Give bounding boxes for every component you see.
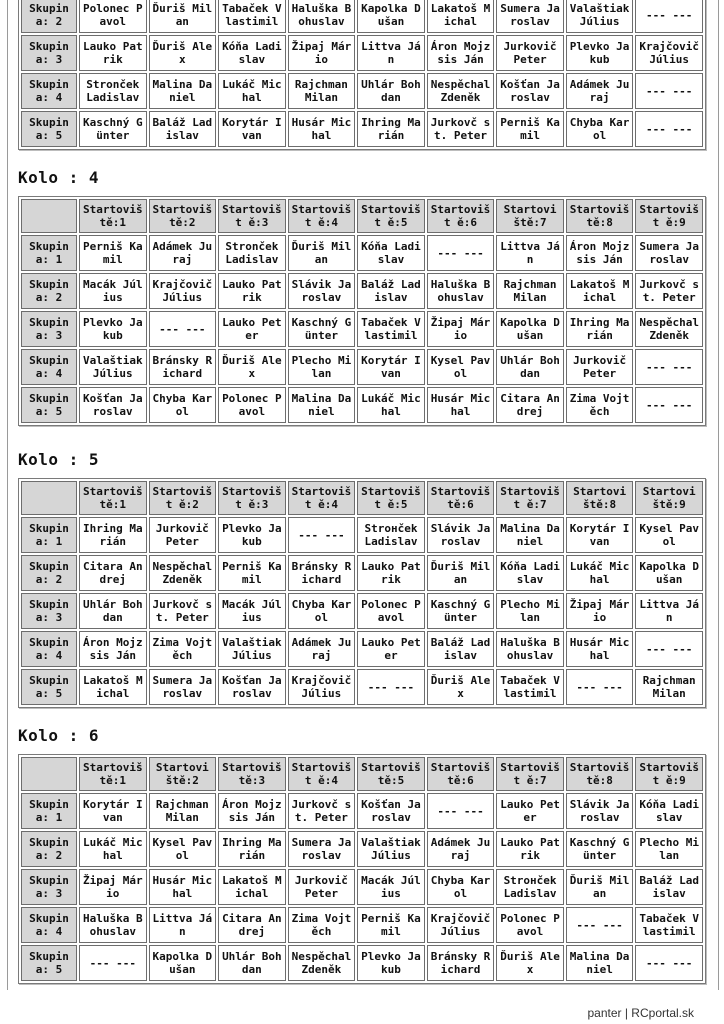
pilot-cell: Perniš Kamil	[357, 907, 425, 943]
pilot-cell: Littva Ján	[635, 593, 703, 629]
pilot-cell: --- ---	[288, 517, 356, 553]
station-header: Startovišt ě:3	[218, 199, 286, 233]
station-header: Startovišt ě:6	[427, 199, 495, 233]
table-row	[21, 311, 703, 347]
station-header: Startovišt ě:3	[218, 481, 286, 515]
group-label: Skupina: 1	[21, 793, 77, 829]
corner-cell	[21, 757, 77, 791]
station-header: Startovišt ě:2	[149, 481, 217, 515]
pilot-cell: Uhlár Bohdan	[79, 593, 147, 629]
pilot-cell: Uhlár Bohdan	[218, 945, 286, 981]
group-label: Skupina: 5	[21, 111, 77, 147]
pilot-cell: Uhlár Bohdan	[357, 73, 425, 109]
pilot-cell: Lauko Patrik	[357, 555, 425, 591]
pilot-cell: Haluška Bohuslav	[427, 273, 495, 309]
table-row	[21, 669, 703, 705]
pilot-cell: Nespěchal Zdeněk	[427, 73, 495, 109]
pilot-cell: Kóňa Ladislav	[218, 35, 286, 71]
station-header: Startoviš tě:5	[357, 757, 425, 791]
pilot-cell: --- ---	[427, 235, 495, 271]
pilot-cell: Strонček Ladislav	[496, 869, 564, 905]
pilot-cell: Sumera Jaroslav	[149, 669, 217, 705]
table-row	[21, 793, 703, 829]
pilot-cell: Polonec Pavol	[357, 593, 425, 629]
pilot-cell: Adámek Juraj	[288, 631, 356, 667]
pilot-cell: Áron Mojzsis Ján	[566, 235, 634, 271]
pilot-cell: Malina Daniel	[288, 387, 356, 423]
group-label: Skupina: 1	[21, 235, 77, 271]
pilot-cell: Perniš Kamil	[218, 555, 286, 591]
header-row	[21, 481, 703, 515]
pilot-cell: Baláž Ladislav	[357, 273, 425, 309]
pilot-cell: Malina Daniel	[566, 945, 634, 981]
pilot-cell: Macák Július	[79, 273, 147, 309]
table-row	[21, 273, 703, 309]
header-row	[21, 757, 703, 791]
pilot-cell: Valaštiak Július	[357, 831, 425, 867]
pilot-cell: --- ---	[149, 311, 217, 347]
pilot-cell: Uhlár Bohdan	[496, 349, 564, 385]
pilot-cell: Korytár Ivan	[218, 111, 286, 147]
table-row	[21, 349, 703, 385]
pilot-cell: Lukáč Michal	[566, 555, 634, 591]
pilot-cell: Lauko Patrik	[79, 35, 147, 71]
pilot-cell: Polonec Pavol	[79, 0, 147, 33]
pilot-cell: Krajčovič Július	[149, 273, 217, 309]
pilot-cell: --- ---	[566, 669, 634, 705]
pilot-cell: Košťan Jaroslav	[218, 669, 286, 705]
pilot-cell: Žipaj Mário	[427, 311, 495, 347]
pilot-cell: Valaštiak Július	[79, 349, 147, 385]
header-row	[21, 199, 703, 233]
pilot-cell: Kaschný Günter	[566, 831, 634, 867]
station-header: Startoviš tě:1	[79, 481, 147, 515]
station-header: Startoviš tě:6	[427, 481, 495, 515]
pilot-cell: Kysel Pavol	[635, 517, 703, 553]
table-row	[21, 869, 703, 905]
pilot-cell: Lakatoš Michal	[427, 0, 495, 33]
pilot-cell: Krajčovič Július	[635, 35, 703, 71]
pilot-cell: Lauko Patrik	[496, 831, 564, 867]
table-row	[21, 111, 703, 147]
group-label: Skupina: 2	[21, 0, 77, 33]
pilot-cell: Žipaj Mário	[288, 35, 356, 71]
pilot-cell: Citara Andrej	[496, 387, 564, 423]
pilot-cell: --- ---	[635, 111, 703, 147]
pilot-cell: Plecho Milan	[288, 349, 356, 385]
pilot-cell: Kapolka Dušan	[149, 945, 217, 981]
station-header: Startovišt ě:9	[635, 757, 703, 791]
group-label: Skupina: 3	[21, 593, 77, 629]
round-title: Kolo : 4	[18, 168, 100, 187]
pilot-cell: Áron Mojzsis Ján	[79, 631, 147, 667]
round-table-3	[18, 0, 706, 150]
pilot-cell: Žipaj Mário	[79, 869, 147, 905]
pilot-cell: --- ---	[635, 631, 703, 667]
pilot-cell: Haluška Bohuslav	[288, 0, 356, 33]
station-header: Startovišt ě:9	[635, 199, 703, 233]
pilot-cell: Lakatoš Michal	[79, 669, 147, 705]
pilot-cell: Chyba Karol	[427, 869, 495, 905]
pilot-cell: Kapolka Dušan	[635, 555, 703, 591]
table-row	[21, 35, 703, 71]
pilot-cell: --- ---	[79, 945, 147, 981]
pilot-cell: Kysel Pavol	[149, 831, 217, 867]
pilot-cell: Littva Ján	[357, 35, 425, 71]
pilot-cell: --- ---	[635, 0, 703, 33]
pilot-cell: Ďuriš Alex	[427, 669, 495, 705]
pilot-cell: Strонček Ladislav	[357, 517, 425, 553]
group-label: Skupina: 3	[21, 311, 77, 347]
pilot-cell: Kapolka Dušan	[357, 0, 425, 33]
pilot-cell: Zima Vojtěch	[288, 907, 356, 943]
pilot-cell: Chyba Karol	[566, 111, 634, 147]
station-header: Startovišt ě:5	[357, 481, 425, 515]
station-header: Startoviš tě:2	[149, 199, 217, 233]
pilot-cell: Košťan Jaroslav	[496, 73, 564, 109]
group-label: Skupina: 4	[21, 631, 77, 667]
round-table-6	[18, 754, 706, 984]
pilot-cell: Košťan Jaroslav	[357, 793, 425, 829]
table-row	[21, 831, 703, 867]
table-row	[21, 945, 703, 981]
table-row	[21, 387, 703, 423]
pilot-cell: Ďuriš Milan	[149, 0, 217, 33]
pilot-cell: Nespěchal Zdeněk	[149, 555, 217, 591]
pilot-cell: --- ---	[635, 73, 703, 109]
pilot-cell: Stronček Ladislav	[218, 235, 286, 271]
station-header: Startovi ště:9	[635, 481, 703, 515]
pilot-cell: Bránsky Richard	[149, 349, 217, 385]
group-label: Skupina: 5	[21, 387, 77, 423]
group-label: Skupina: 4	[21, 907, 77, 943]
table-row	[21, 517, 703, 553]
pilot-cell: Krajčovič Július	[427, 907, 495, 943]
pilot-cell: Áron Mojzsis Ján	[218, 793, 286, 829]
pilot-cell: Jurkovč st. Peter	[288, 793, 356, 829]
station-header: Startovišt ě:4	[288, 199, 356, 233]
pilot-cell: Husár Michal	[149, 869, 217, 905]
pilot-cell: Husár Michal	[427, 387, 495, 423]
pilot-cell: Perniš Kamil	[79, 235, 147, 271]
pilot-cell: Bránsky Richard	[427, 945, 495, 981]
footer-credit: panter | RCportal.sk	[587, 1006, 694, 1020]
pilot-cell: Jurkovič Peter	[496, 35, 564, 71]
pilot-cell: Tabaček Vlastimil	[357, 311, 425, 347]
pilot-cell: Rajchman Milan	[288, 73, 356, 109]
pilot-cell: Ihring Marián	[566, 311, 634, 347]
pilot-cell: Lauko Peter	[218, 311, 286, 347]
pilot-cell: Adámek Juraj	[566, 73, 634, 109]
pilot-cell: Rajchman Milan	[635, 669, 703, 705]
pilot-cell: Stronček Ladislav	[79, 73, 147, 109]
pilot-cell: Jurkovič Peter	[288, 869, 356, 905]
group-label: Skupina: 3	[21, 869, 77, 905]
pilot-cell: Nespěchal Zdeněk	[288, 945, 356, 981]
pilot-cell: Ďuriš Alex	[218, 349, 286, 385]
station-header: Startovi ště:2	[149, 757, 217, 791]
pilot-cell: Valaštiak Július	[566, 0, 634, 33]
pilot-cell: Lukáč Michal	[357, 387, 425, 423]
pilot-cell: Slávik Jaroslav	[427, 517, 495, 553]
station-header: Startovi ště:7	[496, 199, 564, 233]
pilot-cell: Husár Michal	[566, 631, 634, 667]
table-row	[21, 555, 703, 591]
pilot-cell: Lauko Patrik	[218, 273, 286, 309]
pilot-cell: --- ---	[357, 669, 425, 705]
pilot-cell: Haluška Bohuslav	[496, 631, 564, 667]
pilot-cell: Ďuriš Milan	[566, 869, 634, 905]
pilot-cell: Ihring Marián	[357, 111, 425, 147]
pilot-cell: Ihring Marián	[218, 831, 286, 867]
pilot-cell: --- ---	[635, 349, 703, 385]
pilot-cell: Ďuriš Alex	[149, 35, 217, 71]
station-header: Startoviš tě:8	[566, 199, 634, 233]
pilot-cell: Áron Mojzsis Ján	[427, 35, 495, 71]
pilot-cell: Jurkovč st. Peter	[149, 593, 217, 629]
pilot-cell: Kaschný Günter	[79, 111, 147, 147]
pilot-cell: Slávik Jaroslav	[288, 273, 356, 309]
pilot-cell: Kóňa Ladislav	[635, 793, 703, 829]
pilot-cell: Littva Ján	[496, 235, 564, 271]
pilot-cell: Plevko Jakub	[566, 35, 634, 71]
pilot-cell: Plecho Milan	[496, 593, 564, 629]
pilot-cell: Plecho Milan	[635, 831, 703, 867]
pilot-cell: Adámek Juraj	[427, 831, 495, 867]
pilot-cell: --- ---	[566, 907, 634, 943]
pilot-cell: Malina Daniel	[149, 73, 217, 109]
pilot-cell: Baláž Ladislav	[635, 869, 703, 905]
group-label: Skupina: 4	[21, 349, 77, 385]
pilot-cell: Kóňa Ladislav	[496, 555, 564, 591]
group-label: Skupina: 3	[21, 35, 77, 71]
pilot-cell: Jurkovč st. Peter	[635, 273, 703, 309]
pilot-cell: Ďuriš Alex	[496, 945, 564, 981]
station-header: Startoviš tě:1	[79, 757, 147, 791]
pilot-cell: Kóňa Ladislav	[357, 235, 425, 271]
pilot-cell: Tabaček Vlastimil	[218, 0, 286, 33]
table-row	[21, 235, 703, 271]
pilot-cell: Littva Ján	[149, 907, 217, 943]
pilot-cell: Husár Michal	[288, 111, 356, 147]
pilot-cell: Lukáč Michal	[218, 73, 286, 109]
group-label: Skupina: 2	[21, 273, 77, 309]
pilot-cell: Kysel Pavol	[427, 349, 495, 385]
pilot-cell: Korytár Ivan	[566, 517, 634, 553]
pilot-cell: Macák Július	[357, 869, 425, 905]
pilot-cell: Polonec Pavol	[218, 387, 286, 423]
station-header: Startovišt ě:7	[496, 757, 564, 791]
pilot-cell: Baláž Ladislav	[427, 631, 495, 667]
pilot-cell: Sumera Jaroslav	[288, 831, 356, 867]
pilot-cell: Korytár Ivan	[357, 349, 425, 385]
pilot-cell: Jurkovič Peter	[149, 517, 217, 553]
pilot-cell: Zima Vojtěch	[149, 631, 217, 667]
pilot-cell: --- ---	[427, 793, 495, 829]
station-header: Startovi ště:8	[566, 481, 634, 515]
corner-cell	[21, 481, 77, 515]
pilot-cell: Citara Andrej	[79, 555, 147, 591]
group-label: Skupina: 2	[21, 555, 77, 591]
pilot-cell: Tabaček Vlastimil	[496, 669, 564, 705]
pilot-cell: Jurkovič Peter	[566, 349, 634, 385]
pilot-cell: Macák Július	[218, 593, 286, 629]
pilot-cell: Krajčovič Július	[288, 669, 356, 705]
pilot-cell: Slávik Jaroslav	[566, 793, 634, 829]
pilot-cell: Ďuriš Milan	[288, 235, 356, 271]
pilot-cell: Ďuriš Milan	[427, 555, 495, 591]
station-header: Startoviš tě:8	[566, 757, 634, 791]
pilot-cell: Rajchman Milan	[149, 793, 217, 829]
table-row	[21, 631, 703, 667]
round-title: Kolo : 6	[18, 726, 100, 745]
round-table-4	[18, 196, 706, 426]
station-header: Startoviš tě:1	[79, 199, 147, 233]
pilot-cell: Košťan Jaroslav	[79, 387, 147, 423]
pilot-cell: Chyba Karol	[288, 593, 356, 629]
pilot-cell: Lukáč Michal	[79, 831, 147, 867]
pilot-cell: Sumera Jaroslav	[496, 0, 564, 33]
pilot-cell: Kapolka Dušan	[496, 311, 564, 347]
pilot-cell: Polonec Pavol	[496, 907, 564, 943]
pilot-cell: Zima Vojtěch	[566, 387, 634, 423]
pilot-cell: --- ---	[635, 387, 703, 423]
pilot-cell: Baláž Ladislav	[149, 111, 217, 147]
pilot-cell: Plevko Jakub	[357, 945, 425, 981]
group-label: Skupina: 1	[21, 517, 77, 553]
station-header: Startoviš tě:3	[218, 757, 286, 791]
pilot-cell: Žipaj Mário	[566, 593, 634, 629]
station-header: Startovišt ě:4	[288, 757, 356, 791]
pilot-cell: Rajchman Milan	[496, 273, 564, 309]
pilot-cell: Chyba Karol	[149, 387, 217, 423]
pilot-cell: Malina Daniel	[496, 517, 564, 553]
pilot-cell: Plevko Jakub	[218, 517, 286, 553]
pilot-cell: Jurkovč st. Peter	[427, 111, 495, 147]
pilot-cell: Haluška Bohuslav	[79, 907, 147, 943]
round-title: Kolo : 5	[18, 450, 100, 469]
station-header: Startovišt ě:7	[496, 481, 564, 515]
station-header: Startovišt ě:4	[288, 481, 356, 515]
corner-cell	[21, 199, 77, 233]
pilot-cell: Lauko Peter	[496, 793, 564, 829]
pilot-cell: Korytár Ivan	[79, 793, 147, 829]
pilot-cell: Lauko Peter	[357, 631, 425, 667]
station-header: Startovišt ě:5	[357, 199, 425, 233]
pilot-cell: Sumera Jaroslav	[635, 235, 703, 271]
table-row	[21, 73, 703, 109]
pilot-cell: Lakatoš Michal	[566, 273, 634, 309]
group-label: Skupina: 5	[21, 945, 77, 981]
group-label: Skupina: 4	[21, 73, 77, 109]
pilot-cell: Ihring Marián	[79, 517, 147, 553]
pilot-cell: Lakatoš Michal	[218, 869, 286, 905]
pilot-cell: Plevko Jakub	[79, 311, 147, 347]
pilot-cell: Perniš Kamil	[496, 111, 564, 147]
table-row	[21, 907, 703, 943]
pilot-cell: --- ---	[635, 945, 703, 981]
round-table-5	[18, 478, 706, 708]
pilot-cell: Bránsky Richard	[288, 555, 356, 591]
table-row	[21, 593, 703, 629]
pilot-cell: Valaštiak Július	[218, 631, 286, 667]
pilot-cell: Adámek Juraj	[149, 235, 217, 271]
group-label: Skupina: 2	[21, 831, 77, 867]
pilot-cell: Nespěchal Zdeněk	[635, 311, 703, 347]
pilot-cell: Tabaček Vlastimil	[635, 907, 703, 943]
table-row	[21, 0, 703, 33]
group-label: Skupina: 5	[21, 669, 77, 705]
station-header: Startoviš tě:6	[427, 757, 495, 791]
pilot-cell: Kaschný Günter	[288, 311, 356, 347]
pilot-cell: Citara Andrej	[218, 907, 286, 943]
pilot-cell: Kaschný Günter	[427, 593, 495, 629]
